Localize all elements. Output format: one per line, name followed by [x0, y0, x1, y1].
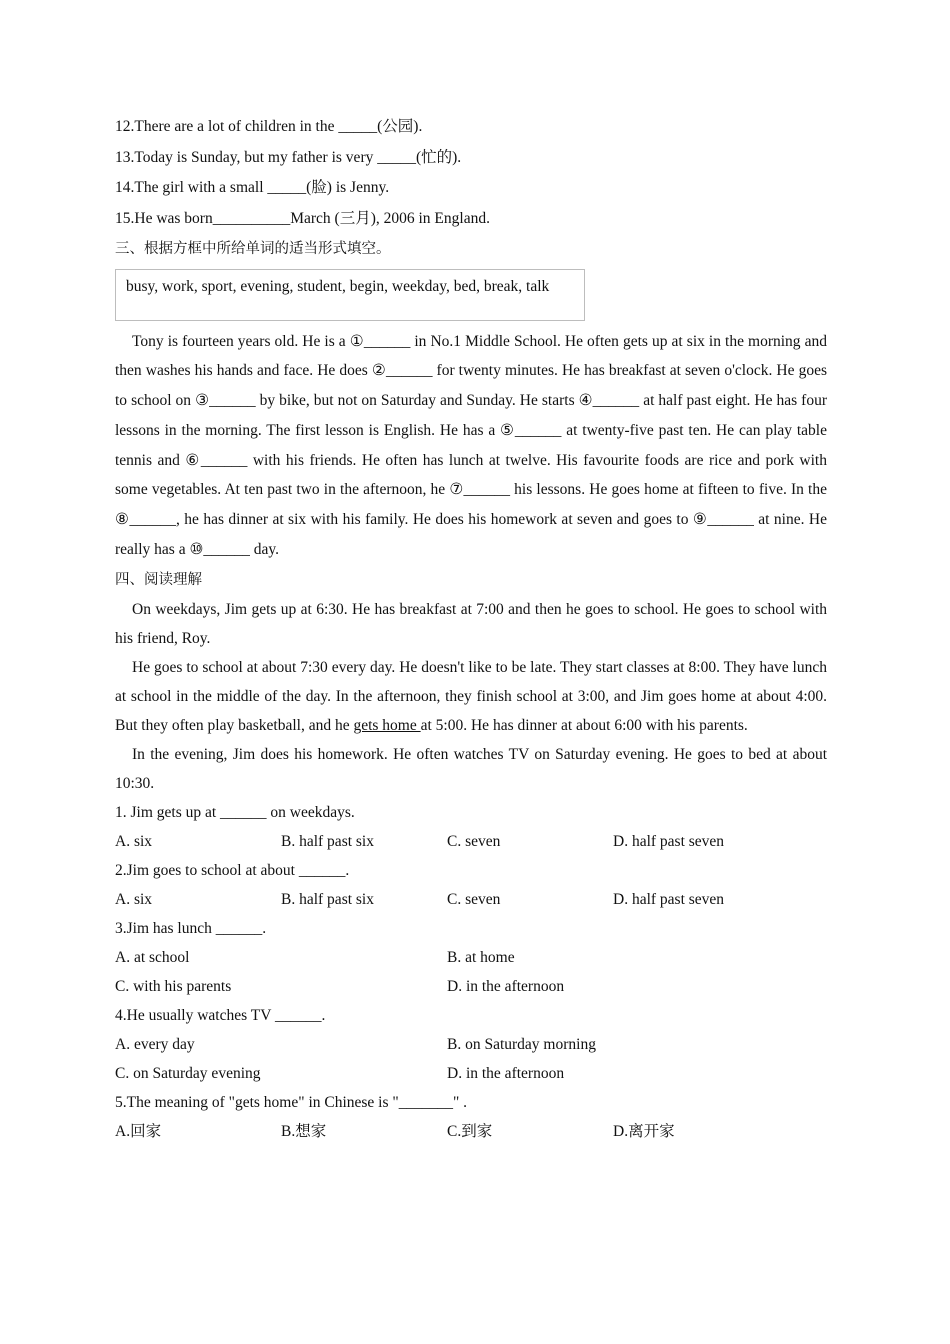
option-b: B. at home	[447, 949, 515, 967]
paragraph-2-text-a: He goes to school at about 7:30 every day. He doesn't like to be late. They start classes at 8:00. They have lunch at school in the middle of the day. In the afternoon, they finish school at 3:00, and Jim goes home at about 4:00. But they often play basketball, and he	[115, 659, 827, 735]
question-stem: 2.Jim goes to school at about ______.	[115, 862, 350, 880]
options-row	[115, 1030, 827, 1059]
option-b: B.想家	[281, 1123, 327, 1141]
underlined-phrase: gets home	[353, 717, 421, 735]
question-4	[115, 1001, 827, 1088]
reading-paragraph-1: On weekdays, Jim gets up at 6:30. He has breakfast at 7:00 and then he goes to school. He goes to school with his friend, Roy.	[115, 601, 827, 648]
option-c: C.到家	[447, 1123, 493, 1141]
question-5	[115, 1088, 827, 1146]
options-row	[115, 1117, 827, 1146]
section-4-heading: 四、阅读理解	[115, 571, 202, 588]
question-15: 15.He was born__________March (三月), 2006 in England.	[115, 209, 490, 227]
cloze-passage: Tony is fourteen years old. He is a ①______ in No.1 Middle School. He often gets up at six in the morning and then washes his hands and face. He does ②______ for twenty minutes. He has breakfast at seven o'clock. He goes to school on ③______ by bike, but not on Saturday and Sunday. He starts ④______ at half past eight. He has four lessons in the morning. The first lesson is English. He has a ⑤______ at twenty-five past ten. He can play table tennis and ⑥______ with his friends. He often has lunch at twelve. His favourite foods are rice and pork with some vegetables. At ten past two in the afternoon, he ⑦______ his lessons. He goes home at fifteen to five. In the ⑧______, he has dinner at six with his family. He does his homework at seven and goes to ⑨______ at nine. He really has a ⑩______ day.	[115, 332, 827, 559]
option-d: D. half past seven	[613, 833, 725, 851]
word-box: busy, work, sport, evening, student, begin, weekday, bed, break, talk	[115, 269, 585, 321]
question-stem: 1. Jim gets up at ______ on weekdays.	[115, 804, 355, 822]
option-c: C. with his parents	[115, 978, 232, 996]
options-row	[115, 1059, 827, 1088]
option-d: D. in the afternoon	[447, 1065, 565, 1083]
fill-in-items	[115, 112, 827, 234]
question-12: 12.There are a lot of children in the _____(公园).	[115, 118, 423, 135]
reading-paragraph-2	[115, 653, 827, 740]
option-a: A. every day	[115, 1036, 195, 1054]
question-2	[115, 856, 827, 914]
option-a: A. six	[115, 833, 153, 851]
question-1	[115, 798, 827, 856]
option-c: C. on Saturday evening	[115, 1065, 261, 1083]
question-stem: 5.The meaning of "gets home" in Chinese is "_______" .	[115, 1094, 468, 1112]
question-14: 14.The girl with a small _____(脸) is Jenny.	[115, 179, 390, 196]
paragraph-2-text-b: at 5:00. He has dinner at about 6:00 with his parents.	[420, 717, 748, 735]
worksheet-page	[115, 112, 827, 1146]
option-d: D. half past seven	[613, 891, 725, 909]
question-13: 13.Today is Sunday, but my father is very _____(忙的).	[115, 148, 462, 166]
option-c: C. seven	[447, 833, 501, 851]
reading-paragraph-3: In the evening, Jim does his homework. He often watches TV on Saturday evening. He goes to bed at about 10:30.	[115, 746, 827, 793]
question-stem: 3.Jim has lunch ______.	[115, 920, 267, 938]
question-stem: 4.He usually watches TV ______.	[115, 1007, 326, 1025]
option-c: C. seven	[447, 891, 501, 909]
options-row	[115, 827, 827, 856]
options-row	[115, 885, 827, 914]
option-a: A. six	[115, 891, 153, 909]
option-a: A. at school	[115, 949, 190, 967]
question-3	[115, 914, 827, 1001]
option-b: B. on Saturday morning	[447, 1036, 596, 1054]
option-d: D.离开家	[613, 1123, 675, 1141]
option-b: B. half past six	[281, 833, 374, 851]
option-d: D. in the afternoon	[447, 978, 565, 996]
section-3-heading: 三、根据方框中所给单词的适当形式填空。	[115, 241, 391, 257]
option-a: A.回家	[115, 1123, 162, 1141]
option-b: B. half past six	[281, 891, 374, 909]
options-row	[115, 972, 827, 1001]
options-row	[115, 943, 827, 972]
